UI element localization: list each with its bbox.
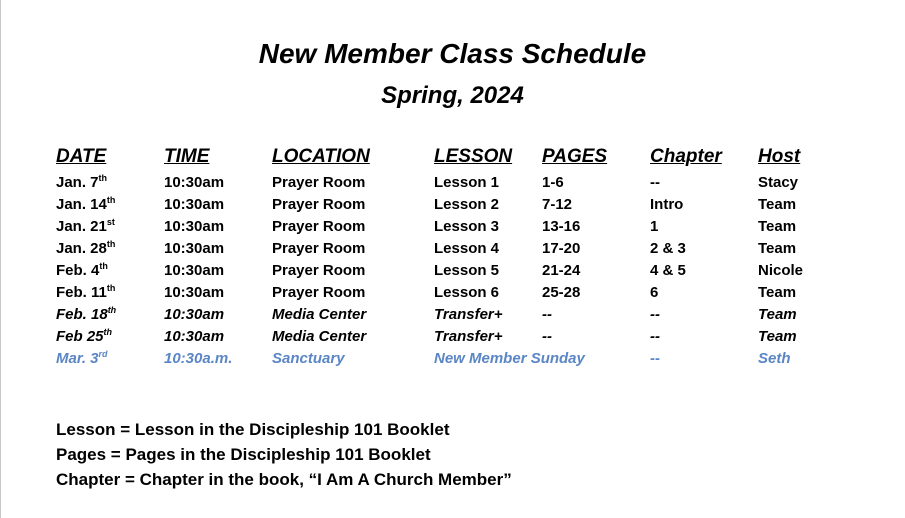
cell-location: Prayer Room <box>272 284 366 301</box>
date-text: Jan. 28 <box>56 240 107 257</box>
date-ordinal-suffix: th <box>106 239 116 249</box>
table-row <box>0 218 905 240</box>
cell-host: Seth <box>758 350 791 367</box>
cell-time: 10:30am <box>164 196 225 213</box>
cell-time: 10:30am <box>164 284 225 301</box>
cell-location: Prayer Room <box>272 218 366 235</box>
cell-host: Team <box>758 306 797 323</box>
cell-pages: 1-6 <box>542 174 564 191</box>
cell-location: Prayer Room <box>272 240 366 257</box>
date-text: Mar. 3 <box>56 350 99 367</box>
table-row <box>0 306 905 328</box>
page-title: New Member Class Schedule <box>258 38 647 69</box>
legend-lesson: Lesson = Lesson in the Discipleship 101 Booklet <box>56 420 450 439</box>
date-ordinal-suffix: st <box>106 217 115 227</box>
cell-chapter: -- <box>650 174 660 191</box>
header-chapter: Chapter <box>650 146 722 167</box>
cell-host: Team <box>758 196 797 213</box>
date-text: Jan. 21 <box>56 218 107 235</box>
cell-lesson: Lesson 6 <box>434 284 500 301</box>
header-time: TIME <box>164 146 210 167</box>
table-row <box>0 262 905 284</box>
cell-date <box>56 196 115 213</box>
cell-host: Stacy <box>758 174 799 191</box>
table-row <box>0 196 905 218</box>
cell-pages: 17-20 <box>542 240 581 257</box>
page-subtitle: Spring, 2024 <box>381 82 524 109</box>
cell-pages: -- <box>542 328 552 345</box>
cell-chapter: 1 <box>650 218 659 235</box>
cell-location: Prayer Room <box>272 196 366 213</box>
cell-lesson: Transfer+ <box>434 306 503 323</box>
cell-time: 10:30a.m. <box>164 350 233 367</box>
date-text: Jan. 7 <box>56 174 99 191</box>
legend-chapter: Chapter = Chapter in the book, “I Am A Church Member” <box>56 470 512 489</box>
cell-chapter: 4 & 5 <box>650 262 686 279</box>
cell-date <box>56 328 112 345</box>
cell-host: Team <box>758 240 797 257</box>
cell-chapter: -- <box>650 306 660 323</box>
table-row <box>0 174 905 196</box>
cell-time: 10:30am <box>164 306 225 323</box>
cell-lesson: Lesson 1 <box>434 174 500 191</box>
cell-pages: -- <box>542 306 552 323</box>
legend-pages: Pages = Pages in the Discipleship 101 Booklet <box>56 445 431 464</box>
cell-chapter: -- <box>650 328 660 345</box>
header-lesson: LESSON <box>434 146 513 167</box>
date-text: Feb. 11 <box>56 284 107 301</box>
cell-pages: 7-12 <box>542 196 573 213</box>
table-row <box>0 350 905 372</box>
cell-location: Prayer Room <box>272 262 366 279</box>
cell-date <box>56 262 108 279</box>
cell-date <box>56 174 107 191</box>
table-row <box>0 240 905 262</box>
header-host: Host <box>758 146 801 167</box>
header-date: DATE <box>56 146 107 167</box>
cell-host: Team <box>758 284 797 301</box>
cell-pages: 25-28 <box>542 284 581 301</box>
cell-host: Nicole <box>758 262 804 279</box>
date-ordinal-suffix: th <box>107 305 117 315</box>
date-text: Feb 25 <box>56 328 104 345</box>
cell-time: 10:30am <box>164 328 225 345</box>
date-ordinal-suffix: th <box>106 195 116 205</box>
cell-host: Team <box>758 328 797 345</box>
date-ordinal-suffix: th <box>99 261 108 271</box>
cell-location: Prayer Room <box>272 174 366 191</box>
cell-chapter: -- <box>650 350 660 367</box>
cell-lesson: Lesson 5 <box>434 262 500 279</box>
cell-time: 10:30am <box>164 262 225 279</box>
cell-date <box>56 284 115 301</box>
table-row <box>0 328 905 350</box>
cell-chapter: Intro <box>650 196 684 213</box>
date-ordinal-suffix: th <box>98 173 108 183</box>
cell-lesson: Lesson 2 <box>434 196 500 213</box>
cell-host: Team <box>758 218 797 235</box>
cell-location: Media Center <box>272 328 367 345</box>
table-row <box>0 284 905 306</box>
cell-lesson: Lesson 3 <box>434 218 500 235</box>
cell-date <box>56 240 115 257</box>
cell-lesson: New Member Sunday <box>434 350 585 367</box>
date-ordinal-suffix: th <box>106 283 116 293</box>
cell-date <box>56 306 116 323</box>
date-ordinal-suffix: th <box>103 327 113 337</box>
header-location: LOCATION <box>272 146 370 167</box>
header-pages: PAGES <box>542 146 608 167</box>
date-ordinal-suffix: rd <box>98 349 108 359</box>
cell-time: 10:30am <box>164 218 225 235</box>
cell-chapter: 6 <box>650 284 659 301</box>
cell-location: Media Center <box>272 306 367 323</box>
cell-date <box>56 218 115 235</box>
cell-chapter: 2 & 3 <box>650 240 686 257</box>
cell-lesson: Transfer+ <box>434 328 503 345</box>
date-text: Feb. 4 <box>56 262 100 279</box>
cell-lesson: Lesson 4 <box>434 240 500 257</box>
cell-time: 10:30am <box>164 174 225 191</box>
cell-date <box>56 350 108 367</box>
cell-time: 10:30am <box>164 240 225 257</box>
cell-pages: 21-24 <box>542 262 581 279</box>
cell-location: Sanctuary <box>272 350 345 367</box>
date-text: Jan. 14 <box>56 196 107 213</box>
date-text: Feb. 18 <box>56 306 108 323</box>
cell-pages: 13-16 <box>542 218 581 235</box>
